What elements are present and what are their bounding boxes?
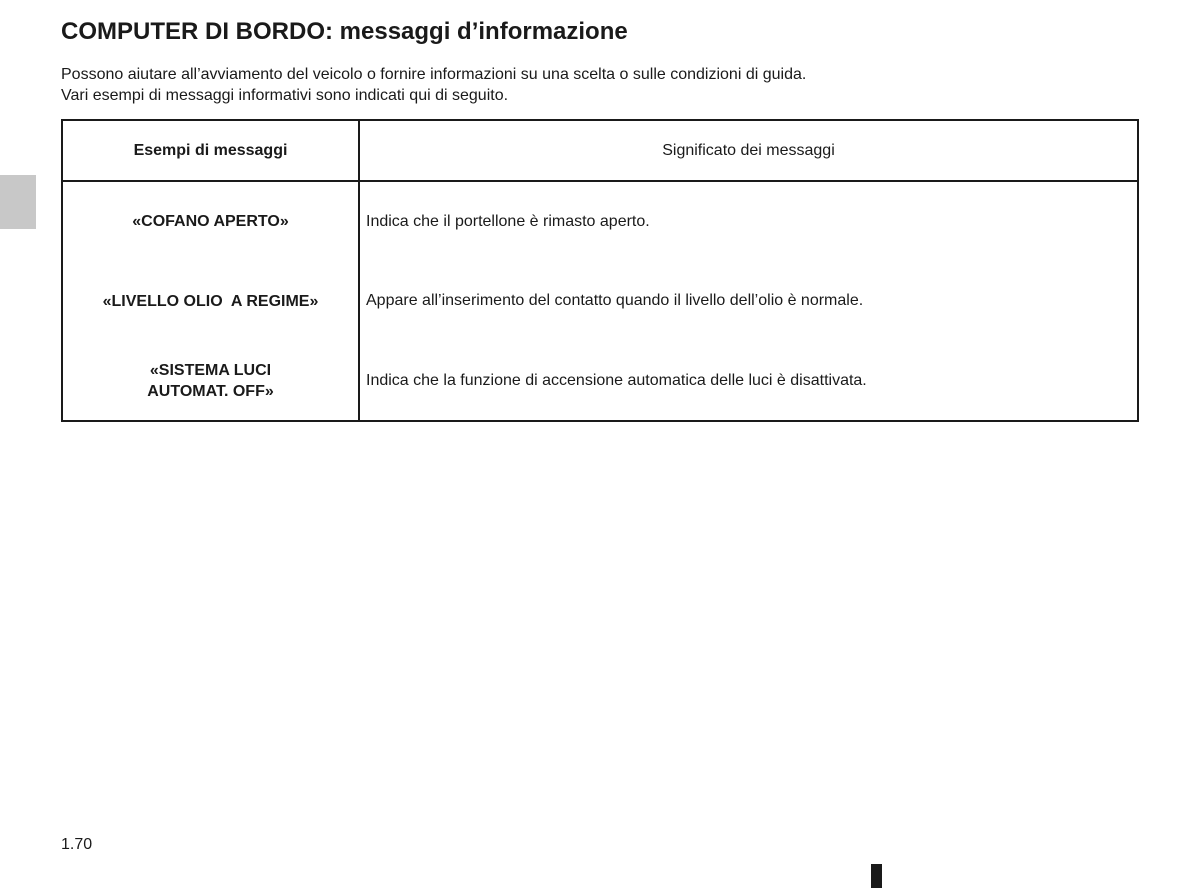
message-cell <box>62 341 359 421</box>
header-meaning: Significato dei messaggi <box>359 120 1138 181</box>
intro-line-2: Vari esempi di messaggi informativi sono indicati qui di seguito. <box>61 87 509 104</box>
header-examples: Esempi di messaggi <box>62 120 359 181</box>
crop-mark <box>871 864 882 888</box>
message-text: «LIVELLO OLIO A REGIME» <box>102 292 319 310</box>
table-row <box>62 341 1138 421</box>
page-number: 1.70 <box>61 836 93 853</box>
messages-table <box>61 119 1139 422</box>
table-row <box>62 181 1138 261</box>
chapter-tab <box>0 175 36 229</box>
meaning-cell: Appare all’inserimento del contatto quando il livello dell’olio è normale. <box>366 292 864 309</box>
intro-line-1: Possono aiutare all’avviamento del veicolo o fornire informazioni su una scelta o sulle condizioni di guida. <box>61 66 807 83</box>
meaning-cell: Indica che il portellone è rimasto aperto. <box>366 212 650 230</box>
message-text-line-2: AUTOMAT. OFF» <box>147 382 274 400</box>
message-cell <box>62 261 359 341</box>
page-title: COMPUTER DI BORDO: messaggi d’informazione <box>61 18 628 45</box>
table-row <box>62 261 1138 341</box>
table-header-row <box>62 120 1138 181</box>
message-text: «COFANO APERTO» <box>132 213 289 230</box>
intro-text <box>61 64 806 106</box>
message-text-line-1: «SISTEMA LUCI <box>149 361 272 379</box>
meaning-cell: Indica che la funzione di accensione automatica delle luci è disattivata. <box>366 371 867 389</box>
message-cell <box>62 181 359 261</box>
